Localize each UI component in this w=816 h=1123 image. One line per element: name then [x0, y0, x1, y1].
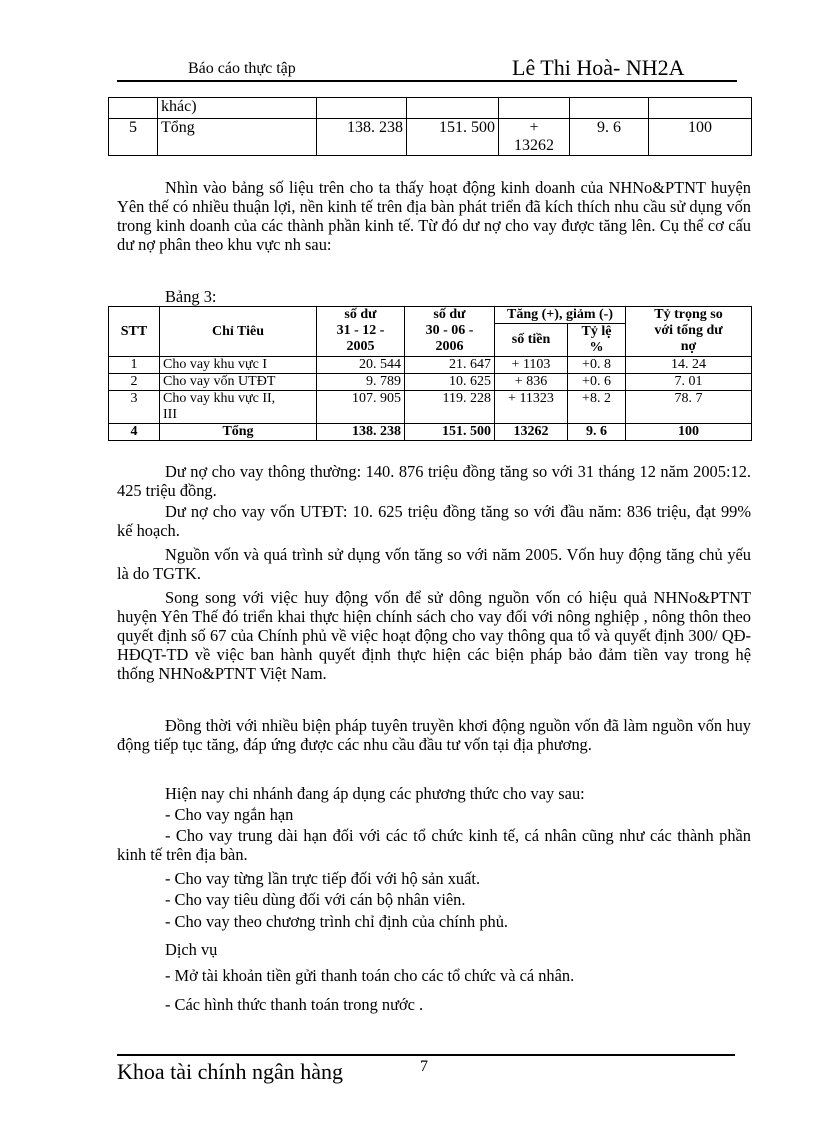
table-cell: 138. 238: [317, 119, 407, 156]
table-cell: +0. 6: [568, 374, 626, 391]
col-header-so-tien: số tiền: [495, 324, 568, 357]
table-cell: 5: [109, 119, 158, 156]
table-cell: 107. 905: [317, 391, 405, 424]
header-right: Lê Thi Hoà- NH2A: [512, 55, 685, 80]
col-header-stt: STT: [109, 307, 160, 357]
table-caption: Bảng 3:: [165, 287, 217, 306]
paragraph: Song song với việc huy động vốn để sử dông nguồn vốn có hiệu quả NHNo&PTNT huyện Yên Thế đó triển khai thực hiện chính sách cho vay đối với nông nghiệp , nông thôn theo quyết định số 67 của Chính phủ về việc hoạt động cho vay thông qua tổ và quyết định 300/ QĐ-HĐQT-TD về việc ban hành quyết định thực hiện các biện pháp bảo đảm tiền vay trong hệ thống NHNo&PTNT Việt Nam.: [117, 588, 751, 683]
table-cell: 3: [109, 391, 160, 424]
page-number: 7: [420, 1058, 428, 1075]
table-row: [109, 119, 752, 156]
table-row: [109, 374, 752, 391]
table-cell: [570, 98, 649, 119]
table-cell: + 836: [495, 374, 568, 391]
table-cell: 151. 500: [405, 424, 495, 441]
footer-rule: [117, 1054, 735, 1056]
col-header-ty-le: Tỷ lệ %: [568, 324, 626, 357]
paragraph: Dư nợ cho vay thông thường: 140. 876 triệu đồng tăng so với 31 tháng 12 năm 2005:12. 425 triệu đồng.: [117, 462, 751, 500]
table-cell: 2: [109, 374, 160, 391]
list-item: - Cho vay từng lần trực tiếp đối với hộ sản xuất.: [165, 869, 481, 888]
list-item: - Cho vay tiêu dùng đối với cán bộ nhân viên.: [165, 890, 466, 909]
table-cell: 151. 500: [407, 119, 499, 156]
list-item: - Cho vay ngắn hạn: [165, 805, 294, 824]
table-cell: + 13262: [499, 119, 570, 156]
table-cell: khác): [158, 98, 317, 119]
table-cell: Tổng: [158, 119, 317, 156]
table-cell: Tổng: [160, 424, 317, 441]
table-cell: + 1103: [495, 357, 568, 374]
col-header-tang-giam: Tăng (+), giảm (-): [495, 307, 626, 324]
table-top-continuation: [108, 97, 752, 156]
table-cell: 9. 6: [568, 424, 626, 441]
table-cell: +8. 2: [568, 391, 626, 424]
table-cell: 9. 789: [317, 374, 405, 391]
table-cell: [499, 98, 570, 119]
table-cell: 20. 544: [317, 357, 405, 374]
list-item: - Cho vay theo chương trình chỉ định của chính phủ.: [165, 912, 509, 931]
col-header-ty-trong: Tỷ trọng so với tổng dư nợ: [626, 307, 752, 357]
table-cell: Cho vay khu vực II, III: [160, 391, 317, 424]
table-cell: Cho vay vốn UTĐT: [160, 374, 317, 391]
table-total-row: [109, 424, 752, 441]
table-3: [108, 306, 752, 441]
col-header-so-du-2006: số dư 30 - 06 - 2006: [405, 307, 495, 357]
table-cell: +0. 8: [568, 357, 626, 374]
paragraph: Đồng thời với nhiều biện pháp tuyên truyền khơi động nguồn vốn đã làm nguồn vốn huy động tiếp tục tăng, đáp ứng được các nhu cầu đầu tư vốn tại địa phương.: [117, 716, 751, 754]
table-cell: 14. 24: [626, 357, 752, 374]
table-cell: 78. 7: [626, 391, 752, 424]
table-cell: 21. 647: [405, 357, 495, 374]
table-cell: [317, 98, 407, 119]
table-cell: 9. 6: [570, 119, 649, 156]
footer-department: Khoa tài chính ngân hàng: [117, 1059, 344, 1084]
paragraph: Nhìn vào bảng số liệu trên cho ta thấy hoạt động kinh doanh của NHNo&PTNT huyện Yên thế có nhiều thuận lợi, nền kinh tế trên địa bàn phát triển đã kích thích nhu cầu sử dụng vốn trong kinh doanh của các thành phần kinh tế. Từ đó dư nợ cho vay được tăng lên. Cụ thể cơ cấu dư nợ phân theo khu vực nh sau:: [117, 178, 751, 254]
section-label: Dịch vụ: [165, 940, 218, 959]
header-left: Báo cáo thực tập: [188, 60, 296, 77]
table-row: [109, 391, 752, 424]
table-cell: [109, 98, 158, 119]
table-cell: 138. 238: [317, 424, 405, 441]
col-header-so-du-2005: số dư 31 - 12 - 2005: [317, 307, 405, 357]
paragraph: Hiện nay chi nhánh đang áp dụng các phương thức cho vay sau:: [165, 784, 585, 803]
list-item: - Mở tài khoản tiền gửi thanh toán cho các tổ chức và cá nhân.: [165, 966, 575, 985]
table-cell: 4: [109, 424, 160, 441]
paragraph: Nguồn vốn và quá trình sử dụng vốn tăng so với năm 2005. Vốn huy động tăng chủ yếu là do TGTK.: [117, 545, 751, 583]
table-cell: 13262: [495, 424, 568, 441]
table-row: [109, 98, 752, 119]
table-cell: 100: [649, 119, 752, 156]
table-cell: 7. 01: [626, 374, 752, 391]
table-cell: 119. 228: [405, 391, 495, 424]
table-cell: [407, 98, 499, 119]
header-rule: [117, 80, 737, 82]
table-cell: Cho vay khu vực I: [160, 357, 317, 374]
table-header-row: [109, 307, 752, 324]
list-item: - Các hình thức thanh toán trong nước .: [165, 995, 424, 1014]
table-cell: 100: [626, 424, 752, 441]
table-cell: 1: [109, 357, 160, 374]
table-cell: 10. 625: [405, 374, 495, 391]
col-header-chi-tieu: Chỉ Tiêu: [160, 307, 317, 357]
paragraph: Dư nợ cho vay vốn UTĐT: 10. 625 triệu đồng tăng so với đầu năm: 836 triệu, đạt 99% kế hoạch.: [117, 502, 751, 540]
table-cell: [649, 98, 752, 119]
table-row: [109, 357, 752, 374]
list-item: - Cho vay trung dài hạn đối với các tổ chức kinh tế, cá nhân cũng như các thành phần kinh tế trên địa bàn.: [117, 826, 751, 864]
table-cell: + 11323: [495, 391, 568, 424]
